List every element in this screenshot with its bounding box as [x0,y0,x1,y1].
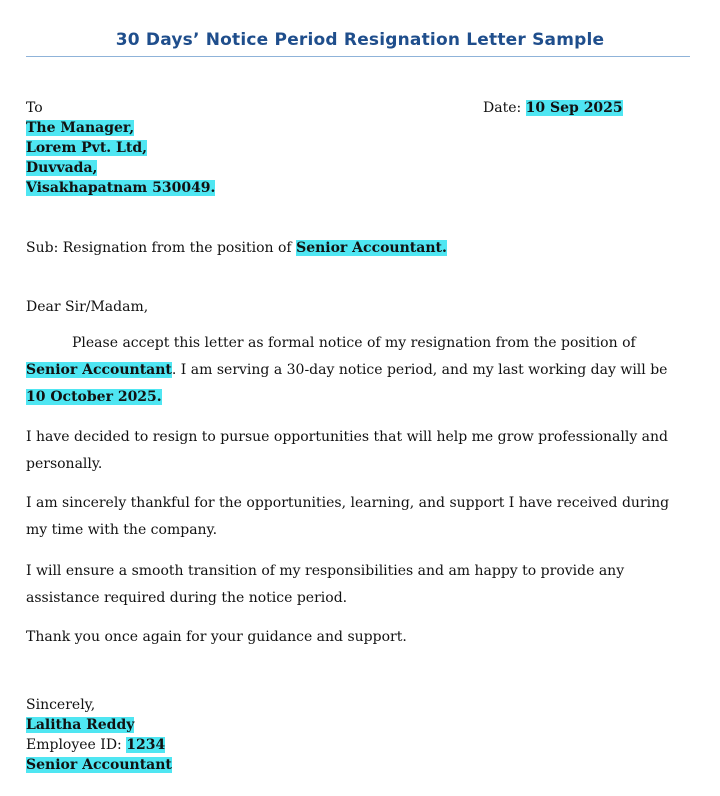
para1-text-1: Please accept this letter as formal notice of my resignation from the position of [72,335,636,351]
recipient-city: Visakhapatnam 530049. [26,180,216,196]
salutation: Dear Sir/Madam, [26,299,149,315]
para1-last-day: 10 October 2025. [26,389,162,405]
recipient-company: Lorem Pvt. Ltd, [26,140,148,156]
to-label: To [26,100,43,116]
title-divider [26,56,690,57]
recipient-line-4 [26,178,215,198]
signer-name: Lalitha Reddy [26,717,135,733]
employee-id-label: Employee ID: [26,737,122,753]
recipient-line-3 [26,158,97,178]
subject-prefix: Sub: Resignation from the position of [26,240,292,256]
subject-position: Senior Accountant. [296,240,447,256]
employee-id-value: 1234 [126,737,166,753]
document-title: 30 Days’ Notice Period Resignation Letter Sample [115,30,605,50]
paragraph-reason: I have decided to resign to pursue opportunities that will help me grow professionally and personally. [26,429,669,472]
para1-position: Senior Accountant [26,362,172,378]
date-label: Date: [483,100,522,116]
paragraph-thanks: Thank you once again for your guidance and support. [26,629,407,645]
signer-title-line [26,755,172,775]
signer-title: Senior Accountant [26,757,172,773]
para1-text-2: . I am serving a 30-day notice period, and my last working day will be [171,362,668,378]
recipient-line-2 [26,138,147,158]
date-value: 10 Sep 2025 [525,100,623,116]
employee-id-line [26,735,165,755]
paragraph-transition: I will ensure a smooth transition of my responsibilities and am happy to provide any assistance required during the notice period. [26,563,625,606]
recipient-line-1 [26,118,134,138]
paragraph-notice [26,330,690,411]
date-line [483,98,623,118]
paragraph-gratitude: I am sincerely thankful for the opportunities, learning, and support I have received during my time with the company. [26,495,670,538]
recipient-name: The Manager, [26,120,135,136]
closing: Sincerely, [26,697,96,713]
subject-line [26,238,447,258]
signer-name-line [26,715,134,735]
recipient-locality: Duvvada, [26,160,98,176]
